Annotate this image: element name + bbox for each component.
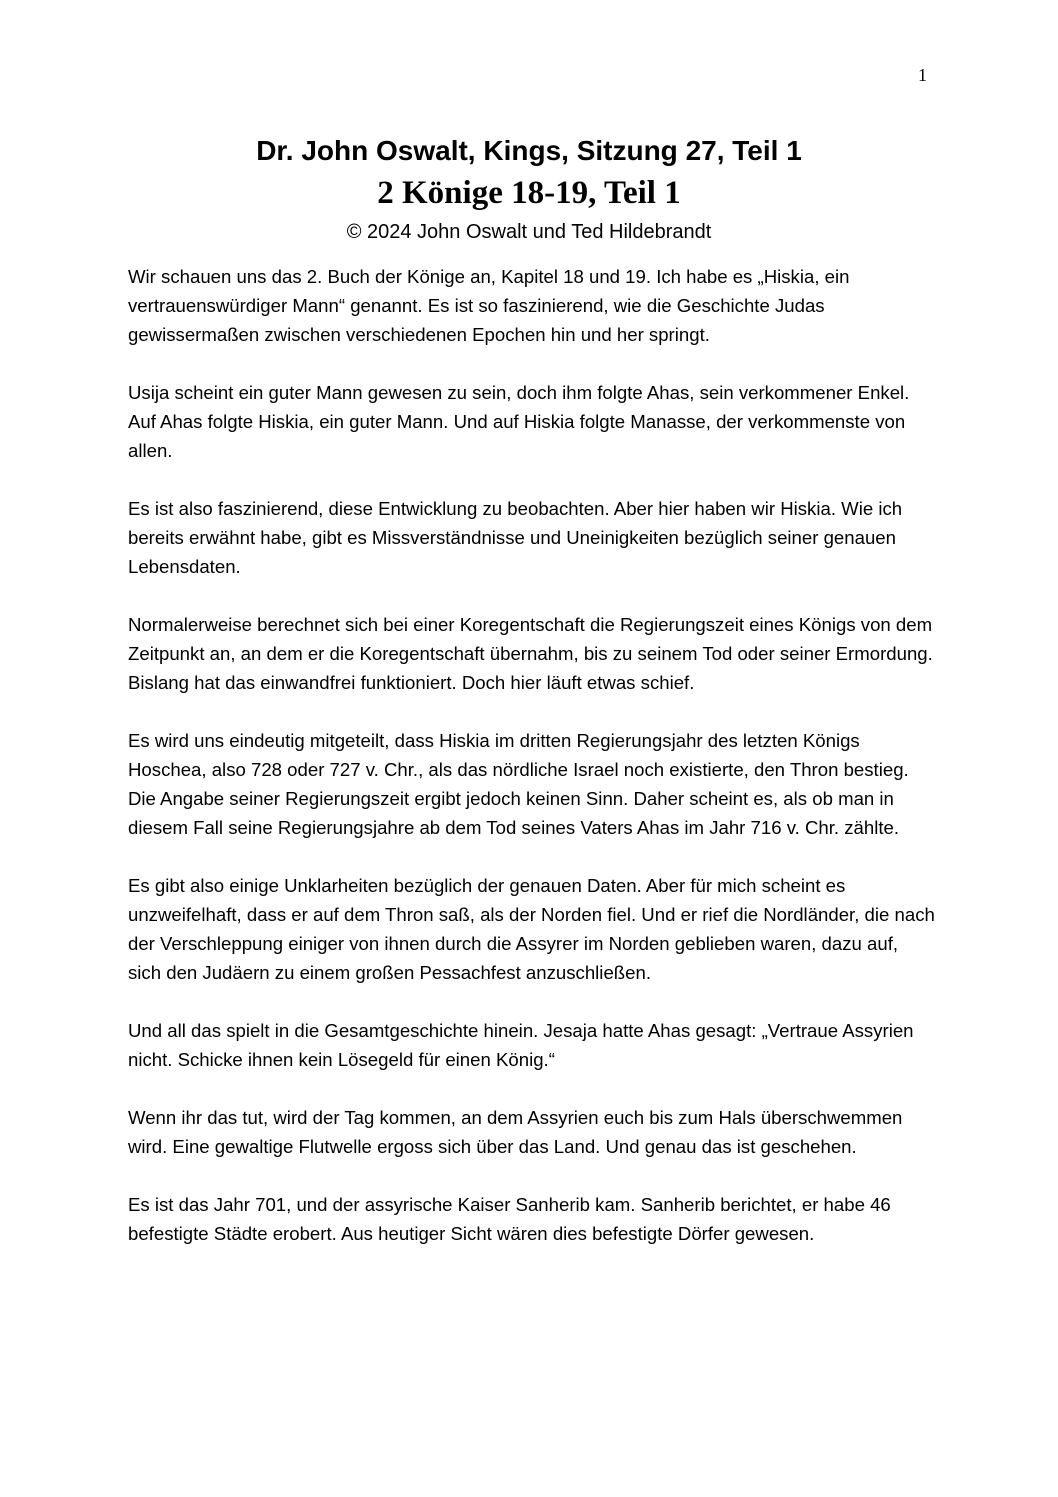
paragraph: Es ist also faszinierend, diese Entwicklung zu beobachten. Aber hier haben wir Hiskia. Wie ich bereits erwähnt habe, gibt es Missverständnisse und Uneinigkeiten bezüglich seiner genauen Lebensdaten.: [128, 498, 903, 577]
paragraph: Es wird uns eindeutig mitgeteilt, dass Hiskia im dritten Regierungsjahr des letzten Königs Hoschea, also 728 oder 727 v. Chr., als das nördliche Israel noch existierte, den Thron bestieg. Die Angabe seiner Regierungszeit ergibt jedoch keinen Sinn. Daher scheint es, als ob man in diesem Fall seine Regierungsjahre ab dem Tod seines Vaters Ahas im Jahr 716 v. Chr. zählte.: [128, 730, 909, 838]
document-title: Dr. John Oswalt, Kings, Sitzung 27, Teil 1: [256, 135, 802, 166]
paragraph: Usija scheint ein guter Mann gewesen zu sein, doch ihm folgte Ahas, sein verkommener Enkel. Auf Ahas folgte Hiskia, ein guter Mann. Und auf Hiskia folgte Manasse, der verkommenste von allen.: [128, 382, 910, 461]
paragraph: Normalerweise berechnet sich bei einer Koregentschaft die Regierungszeit eines Königs von dem Zeitpunkt an, an dem er die Koregentschaft übernahm, bis zu seinem Tod oder seiner Ermordung. Bislang hat das einwandfrei funktioniert. Doch hier läuft etwas schief.: [128, 614, 933, 693]
document-body: [128, 262, 936, 1277]
paragraph: Wenn ihr das tut, wird der Tag kommen, an dem Assyrien euch bis zum Hals überschwemmen wird. Eine gewaltige Flutwelle ergoss sich über das Land. Und genau das ist geschehen.: [128, 1107, 903, 1157]
paragraph: Es gibt also einige Unklarheiten bezüglich der genauen Daten. Aber für mich scheint es unzweifelhaft, dass er auf dem Thron saß, als der Norden fiel. Und er rief die Nordländer, die nach der Verschleppung einiger von ihnen durch die Assyrer im Norden geblieben waren, dazu auf, sich den Judäern zu einem großen Pessachfest anzuschließen.: [128, 875, 935, 983]
paragraph: Wir schauen uns das 2. Buch der Könige an, Kapitel 18 und 19. Ich habe es „Hiskia, ein vertrauenswürdiger Mann“ genannt. Es ist so faszinierend, wie die Geschichte Judas gewissermaßen zwischen verschiedenen Epochen hin und her springt.: [128, 266, 850, 345]
copyright-line: © 2024 John Oswalt und Ted Hildebrandt: [346, 221, 712, 243]
paragraph: Es ist das Jahr 701, und der assyrische Kaiser Sanherib kam. Sanherib berichtet, er habe 46 befestigte Städte erobert. Aus heutiger Sicht wären dies befestigte Dörfer gewesen.: [128, 1194, 891, 1244]
page-number: 1: [918, 65, 927, 85]
document-subtitle: 2 Könige 18-19, Teil 1: [377, 175, 681, 211]
paragraph: Und all das spielt in die Gesamtgeschichte hinein. Jesaja hatte Ahas gesagt: „Vertraue Assyrien nicht. Schicke ihnen kein Lösegeld für einen König.“: [128, 1020, 914, 1070]
